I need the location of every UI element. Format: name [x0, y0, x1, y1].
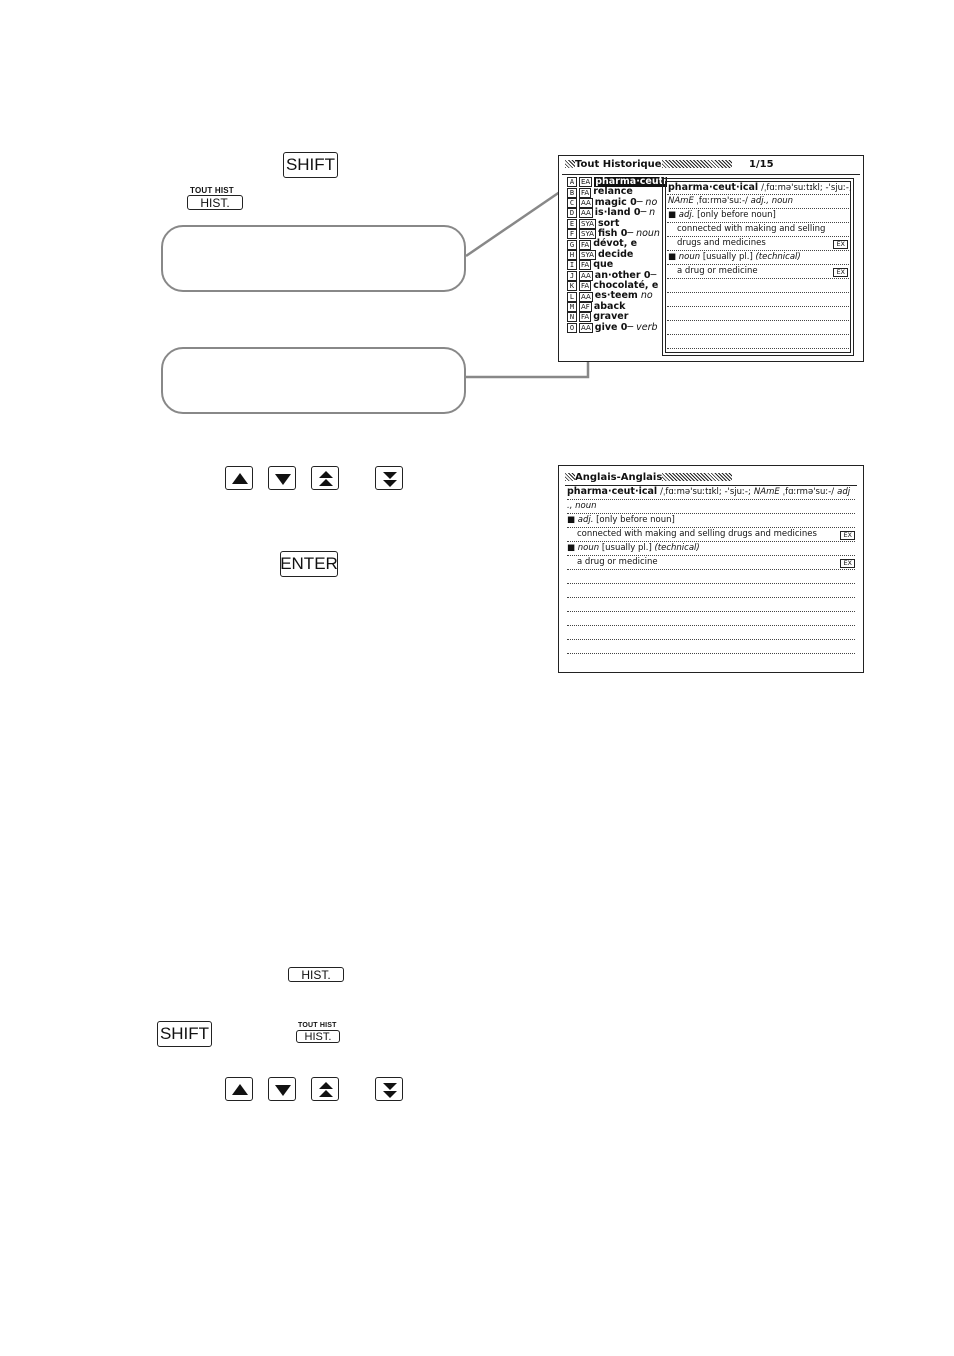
entry-sense2-note: [usually pl.] [601, 543, 652, 553]
dictionary-badge: AF [581, 302, 590, 311]
hist-key-bottom-2: HIST. [296, 1030, 340, 1043]
dictionary-badge: FA [581, 240, 590, 249]
item-word: sort [597, 217, 620, 229]
item-letter: C [567, 198, 577, 208]
item-letter: O [567, 323, 577, 333]
history-title-bar [565, 159, 732, 170]
shift-key-bottom: SHIFT [157, 1021, 212, 1047]
item-pos: no [640, 290, 653, 302]
preview-sense2-note: [usually pl.] [702, 252, 753, 262]
entry-headword: pharma·ceut·ical [567, 486, 658, 497]
ex-badge-2: EX [833, 268, 848, 277]
dictionary-badge: SYA [581, 250, 594, 259]
preview-nameE: NAmE [668, 196, 694, 206]
ex-badge-1: EX [833, 240, 848, 249]
item-letter: M [567, 302, 577, 312]
dictionary-badge: SYA [581, 219, 594, 228]
item-word: an·other 0─ [594, 269, 657, 281]
page-indicator: 1/15 [749, 159, 774, 170]
entry-pron3: ˌfɑːrmə'suː-/ [782, 487, 835, 497]
page-up-key-bottom [311, 1077, 339, 1101]
entry-screen: Anglais-Anglais pharma·ceut·ical /ˌfɑːmə'suːtɪkl; -'sjuː-; NAmE ˌfɑːrmə'suː-/ adj ., noun ■ adj. [only before noun] connected with making and selling drugs and medicines EX ■ noun [usually pl.] (technical) a drug or medicine EX [558, 465, 864, 673]
item-word: aback [593, 300, 626, 312]
history-screen [558, 155, 864, 362]
item-letter: D [567, 208, 577, 218]
enter-key: ENTER [280, 551, 338, 577]
item-letter: H [567, 250, 577, 260]
page-down-key-bottom [375, 1077, 403, 1101]
dictionary-badge: FA [581, 188, 590, 197]
item-letter: I [567, 260, 577, 270]
item-word: magic 0─ [594, 196, 643, 208]
item-letter: N [567, 312, 577, 322]
preview-headword: pharma·ceut·ical [668, 182, 759, 193]
dictionary-badge: AA [581, 198, 591, 207]
preview-sense2-pos: noun [678, 252, 701, 262]
item-word: fish 0─ [597, 228, 634, 239]
preview-pane: pharma·ceut·ical /ˌfɑːmə'suːtɪkl; -'sjuː-; NAmE ˌfɑːrmə'suː-/ adj., noun ■ adj. [only before noun] connected with making and selling drugs and medicines EX ■ noun [usually pl.] (technical) a drug or medicine EX [662, 178, 854, 356]
item-word: give 0─ [594, 321, 634, 333]
dictionary-badge: AA [581, 271, 591, 280]
entry-sense2-def: a drug or medicine [577, 557, 658, 567]
item-word: dévot, e [593, 238, 638, 250]
entry-ex-badge-1: EX [840, 531, 855, 540]
entry-sense1-def: connected with making and selling drugs and medicines [577, 529, 817, 539]
dictionary-badge: SYA [581, 230, 594, 239]
page-up-key [311, 466, 339, 490]
hist-key-bottom: HIST. [288, 967, 344, 982]
dictionary-badge: FA [581, 282, 590, 291]
preview-sense1-def2: drugs and medicines [677, 238, 766, 248]
item-word: is·land 0─ [594, 207, 647, 219]
item-letter: E [567, 219, 577, 229]
item-pos: verb [636, 321, 658, 333]
item-word: graver [593, 311, 629, 323]
item-word: es·teem [594, 290, 638, 302]
dictionary-badge: EA [581, 178, 591, 187]
item-word: pharma·ceuti [595, 176, 667, 187]
dictionary-badge: FA [581, 261, 590, 270]
preview-sense2-tech: (technical) [755, 252, 801, 262]
preview-sense1-def1: connected with making and selling [677, 224, 826, 234]
item-letter: G [567, 240, 577, 250]
item-pos: noun [636, 228, 660, 239]
entry-pron4: adj [837, 487, 851, 497]
tout-hist-label: TOUT HIST [190, 186, 234, 195]
entry-pron1: /ˌfɑːmə'suːtɪkl; -'sjuː-; [660, 487, 751, 497]
entry-ex-badge-2: EX [840, 559, 855, 568]
entry-sense1-pos: adj. [577, 515, 594, 525]
dictionary-badge: AA [581, 292, 591, 301]
item-pos: no [645, 196, 658, 208]
shift-key: SHIFT [283, 152, 338, 178]
item-letter: J [567, 271, 577, 281]
item-letter: B [567, 188, 577, 198]
item-letter: F [567, 229, 577, 239]
entry-sense2-tech: (technical) [654, 543, 700, 553]
preview-sense1-pos: adj. [678, 210, 695, 220]
up-arrow-key-bottom [225, 1077, 253, 1101]
preview-pron: /ˌfɑːmə'suːtɪkl; -'sjuː-; [761, 183, 852, 193]
entry-title-bar [565, 472, 732, 483]
dictionary-badge: FA [581, 313, 590, 322]
dictionary-badge: AA [581, 209, 591, 218]
item-word: decide [597, 248, 634, 260]
item-word: relance [593, 186, 633, 198]
history-list-item[interactable] [567, 323, 658, 333]
item-word: chocolaté, e [593, 280, 659, 291]
preview-sense1-note: [only before noun] [697, 210, 776, 220]
entry-pron2: NAmE [753, 487, 780, 497]
item-letter: A [567, 177, 577, 187]
preview-sense2-def: a drug or medicine [677, 266, 758, 276]
item-letter: L [567, 292, 577, 302]
hist-key: HIST. [187, 195, 243, 210]
entry-title: Anglais-Anglais [575, 472, 663, 483]
entry-line2: ., noun [567, 501, 597, 511]
preview-pron2: ˌfɑːrmə'suː-/ [696, 196, 748, 206]
up-arrow-key [225, 466, 253, 490]
tout-hist-label-bottom: TOUT HIST [298, 1022, 337, 1029]
down-arrow-key-bottom [268, 1077, 296, 1101]
entry-sense1-note: [only before noun] [596, 515, 675, 525]
down-arrow-key [268, 466, 296, 490]
dictionary-badge: AA [581, 323, 591, 332]
item-word: que [593, 259, 614, 271]
entry-sense2-pos: noun [577, 543, 600, 553]
preview-pos: adj., noun [750, 196, 794, 206]
item-letter: K [567, 281, 577, 291]
history-title: Tout Historique [575, 159, 662, 170]
item-pos: n [649, 207, 656, 219]
page-down-key [375, 466, 403, 490]
